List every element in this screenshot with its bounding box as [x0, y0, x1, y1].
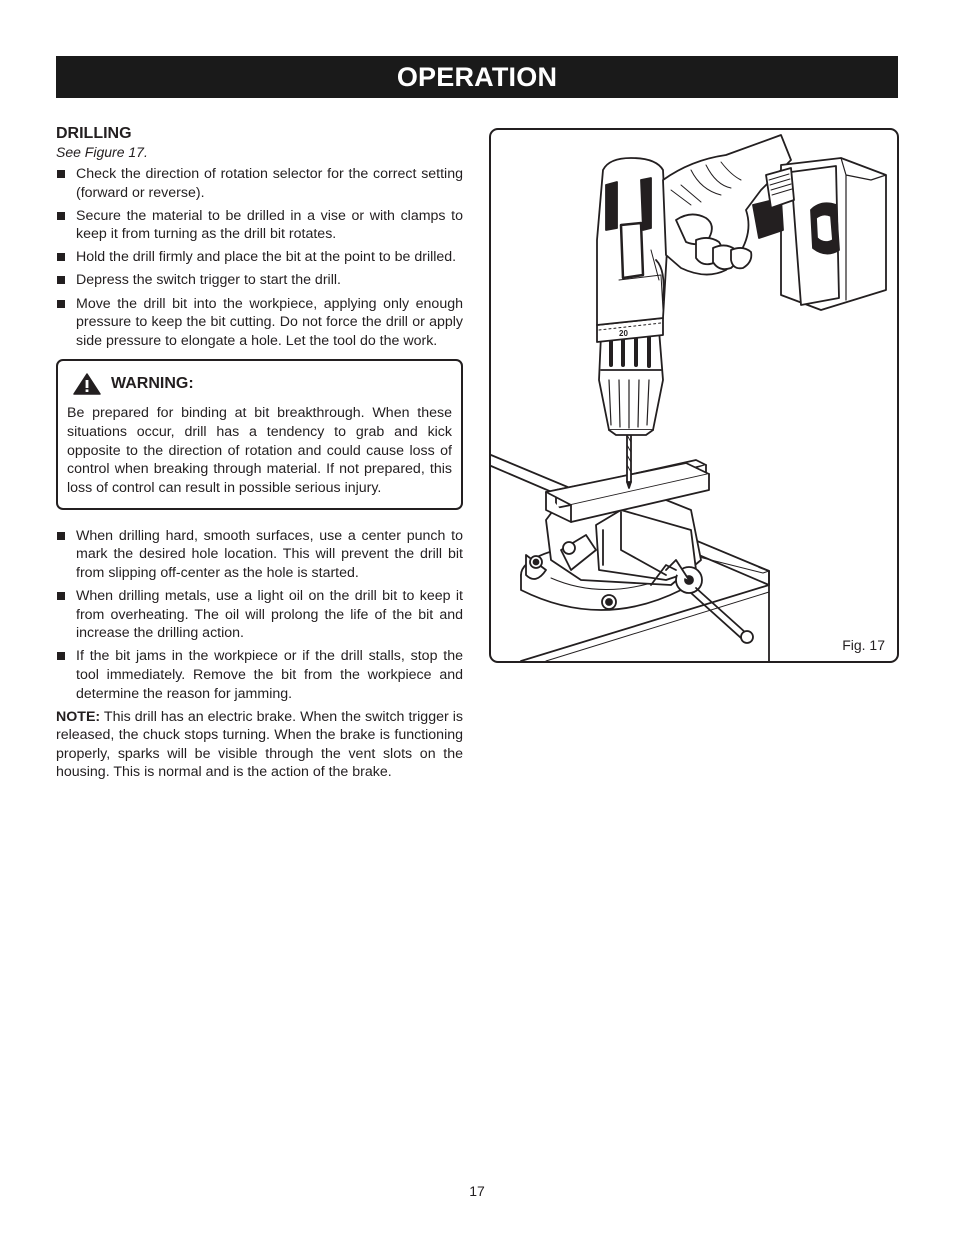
list-item [56, 587, 463, 643]
list-item [56, 295, 463, 351]
list-item [56, 248, 463, 267]
bullet-square-icon [57, 592, 65, 600]
warning-box [56, 359, 463, 510]
bullet-square-icon [57, 170, 65, 178]
torque-setting-label: 20 [619, 329, 628, 338]
list-item [56, 271, 463, 290]
bullet-square-icon [57, 276, 65, 284]
warning-header [67, 373, 452, 395]
bullet-square-icon [57, 652, 65, 660]
figure-label: Fig. 17 [842, 637, 885, 653]
figure-reference: See Figure 17. [56, 144, 148, 160]
list-item-text: When drilling hard, smooth surfaces, use a center punch to mark the desired hole location. This will prevent the drill bit from slipping off-center as the hole is started. [76, 527, 463, 582]
list-item-text: Move the drill bit into the workpiece, applying only enough pressure to keep the bit cutting. Do not force the drill or apply side pressure to elongate a hole. Let the tool do the work. [76, 295, 463, 349]
figure-17-panel [489, 128, 899, 663]
instruction-list-continued [56, 527, 463, 703]
page-title-banner [56, 56, 898, 98]
list-item-text: Secure the material to be drilled in a vise or with clamps to keep it from turning as the drill bit rotates. [76, 207, 463, 243]
note-text: This drill has an electric brake. When the switch trigger is released, the chuck stops turning. When the brake is functioning properly, sparks will be visible through the vent slots on the housing. This is normal and is the action of the brake. [56, 708, 463, 781]
list-item-text: If the bit jams in the workpiece or if the drill stalls, stop the tool immediately. Remove the bit from the workpiece and determine the reason for jamming. [76, 648, 463, 702]
text-column [56, 124, 463, 782]
list-item [56, 527, 463, 583]
drill-in-vise-illustration [491, 130, 897, 661]
list-item-text: When drilling metals, use a light oil on the drill bit to keep it from overheating. The oil will prolong the life of the bit and increase the drilling action. [76, 588, 463, 642]
note-label: NOTE: [56, 708, 101, 725]
bullet-square-icon [57, 253, 65, 261]
warning-triangle-icon [73, 373, 101, 395]
warning-title: WARNING: [111, 375, 194, 393]
bullet-square-icon [57, 300, 65, 308]
list-item-text: Depress the switch trigger to start the drill. [76, 272, 341, 289]
list-item [56, 207, 463, 244]
page-title: OPERATION [396, 62, 558, 92]
instruction-list [56, 165, 463, 350]
section-title: DRILLING [56, 125, 132, 142]
warning-text: Be prepared for binding at bit breakthrough. When these situations occur, drill has a tendency to grab and kick opposite to the direction of rotation and could cause loss of control when breaking through material. If not prepared, this loss of control can result in possible serious injury. [67, 405, 452, 497]
list-item-text: Check the direction of rotation selector for the correct setting (forward or reverse). [76, 166, 463, 201]
note-paragraph [56, 708, 463, 782]
bullet-square-icon [57, 212, 65, 220]
page-number: 17 [469, 1183, 485, 1199]
list-item [56, 165, 463, 202]
list-item-text: Hold the drill firmly and place the bit at the point to be drilled. [76, 249, 457, 266]
list-item [56, 647, 463, 703]
bullet-square-icon [57, 532, 65, 540]
